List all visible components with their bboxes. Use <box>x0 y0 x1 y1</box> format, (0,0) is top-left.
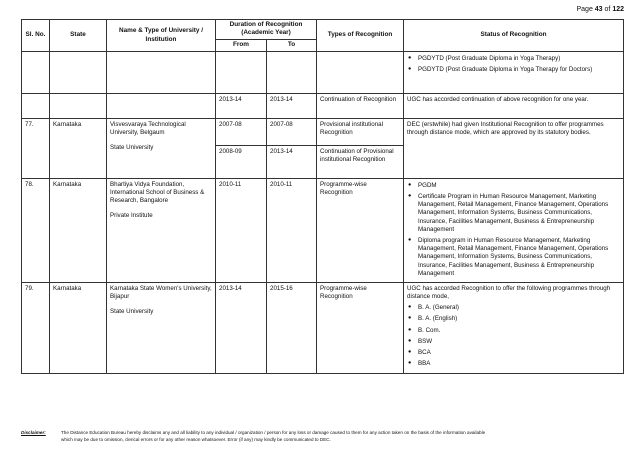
cont2-sl <box>22 94 50 119</box>
r77-from2: 2008-09 <box>216 146 267 179</box>
r78-name-text: Bhartiya Vidya Foundation, International School of Business & Research, Bangalore <box>110 180 205 205</box>
table-row <box>22 94 624 119</box>
table-row <box>22 179 624 283</box>
list-item: ● BBA <box>407 360 620 368</box>
r78-status <box>404 179 624 283</box>
cont-from-blank <box>216 52 267 94</box>
disclaimer-line-1: The Distance Education Bureau hereby disclaims any and all liability to any individual / organization / person for any loss or damage caused to them for any action taken on the basis of the information available <box>61 430 486 435</box>
r78-name <box>107 179 216 283</box>
col-types: Types of Recognition <box>317 20 404 52</box>
r79-name-text: Karnataka State Women's University, Bijapur <box>110 284 212 301</box>
r79-status <box>404 283 624 374</box>
table-row <box>22 119 624 146</box>
r79-from: 2013-14 <box>216 283 267 374</box>
col-status: Status of Recognition <box>404 20 624 52</box>
cont-sl <box>22 52 50 94</box>
r77-to1: 2007-08 <box>267 119 317 146</box>
cont-name <box>107 52 216 94</box>
r78-state: Karnataka <box>50 179 107 283</box>
r77-to2: 2013-14 <box>267 146 317 179</box>
r79-kind: State University <box>110 308 154 316</box>
disclaimer-line-2: which may be due to omission, clerical errors or for any other reason whatsoever. Error (if any) may kindly be communicated to DEC. <box>61 436 331 442</box>
r77-type2: Continuation of Provisional institutional Recognition <box>317 146 404 179</box>
list-item: ● PGDYTD (Post Graduate Diploma in Yoga Therapy) <box>407 55 620 63</box>
disclaimer-label: Disclaimer: <box>21 430 46 435</box>
list-item: ● PGDYTD (Post Graduate Diploma in Yoga Therapy for Doctors) <box>407 66 620 74</box>
col-from: From <box>216 39 267 51</box>
list-item: ● PGDM <box>407 182 620 190</box>
page-prefix: Page <box>576 6 595 13</box>
col-name: Name & Type of University / Institution <box>107 20 216 52</box>
list-item: ● B. Com. <box>407 327 620 335</box>
cont-type-blank <box>317 52 404 94</box>
r78-kind: Private Institute <box>110 212 153 220</box>
page-total: 122 <box>612 6 624 13</box>
r78-sl: 78. <box>22 179 50 283</box>
r79-status-text: UGC has accorded Recognition to offer the following programmes through distance mode, <box>407 284 611 301</box>
r77-kind: State University <box>110 144 154 152</box>
list-item: ● B. A. (English) <box>407 315 620 323</box>
r79-name <box>107 283 216 374</box>
r79-sl: 79. <box>22 283 50 374</box>
r77-from1: 2007-08 <box>216 119 267 146</box>
list-item: ● B. A. (General) <box>407 304 620 312</box>
list-item: ● BSW <box>407 338 620 346</box>
col-state: State <box>50 20 107 52</box>
r78-type: Programme-wise Recognition <box>317 179 404 283</box>
col-to: To <box>267 39 317 51</box>
r78-from: 2010-11 <box>216 179 267 283</box>
disclaimer <box>21 430 621 443</box>
r79-type: Programme-wise Recognition <box>317 283 404 374</box>
cont-to: 2013-14 <box>267 94 317 119</box>
cont-to-blank <box>267 52 317 94</box>
cont2-state <box>50 94 107 119</box>
cont-from: 2013-14 <box>216 94 267 119</box>
list-item: ● Diploma program in Human Resource Management, Marketing Management, Retail Management, Finance Management, Operations Management, Information Systems, Business Communications, Insurance, Facilities Management, Business & Entrepreneurship Management <box>407 237 620 278</box>
page-of: of <box>602 6 613 13</box>
table-row <box>22 283 624 374</box>
cont-status-text: UGC has accorded continuation of above recognition for one year. <box>404 94 624 119</box>
col-sl-no: Sl. No. <box>22 20 50 52</box>
table-row <box>22 52 624 94</box>
cont-type: Continuation of Recognition <box>317 94 404 119</box>
col-duration: Duration of Recognition (Academic Year) <box>216 20 317 40</box>
r77-name-text: Visvesvaraya Technological University, Belgaum <box>110 120 186 137</box>
header-row <box>22 20 624 40</box>
cont-status <box>404 52 624 94</box>
list-item: ● Certificate Program in Human Resource Management, Marketing Management, Retail Management, Finance Management, Operations Management, Information Systems, Business Communications, Insurance, Facilities Management, Business & Entrepreneurship Management <box>407 193 620 234</box>
cont2-name <box>107 94 216 119</box>
page-current: 43 <box>594 6 603 13</box>
cont-state <box>50 52 107 94</box>
recognition-table <box>21 19 624 374</box>
r79-to: 2015-16 <box>267 283 317 374</box>
r77-type1: Provisional institutional Recognition <box>317 119 404 146</box>
r77-state: Karnataka <box>50 119 107 179</box>
r79-state: Karnataka <box>50 283 107 374</box>
r78-to: 2010-11 <box>267 179 317 283</box>
r77-name <box>107 119 216 179</box>
page-number <box>576 6 624 13</box>
r77-sl: 77. <box>22 119 50 179</box>
list-item: ● BCA <box>407 349 620 357</box>
r77-status: DEC (erstwhile) had given Institutional Recognition to offer programmes through distance mode, which are approved by its statutory bodies. <box>404 119 624 179</box>
